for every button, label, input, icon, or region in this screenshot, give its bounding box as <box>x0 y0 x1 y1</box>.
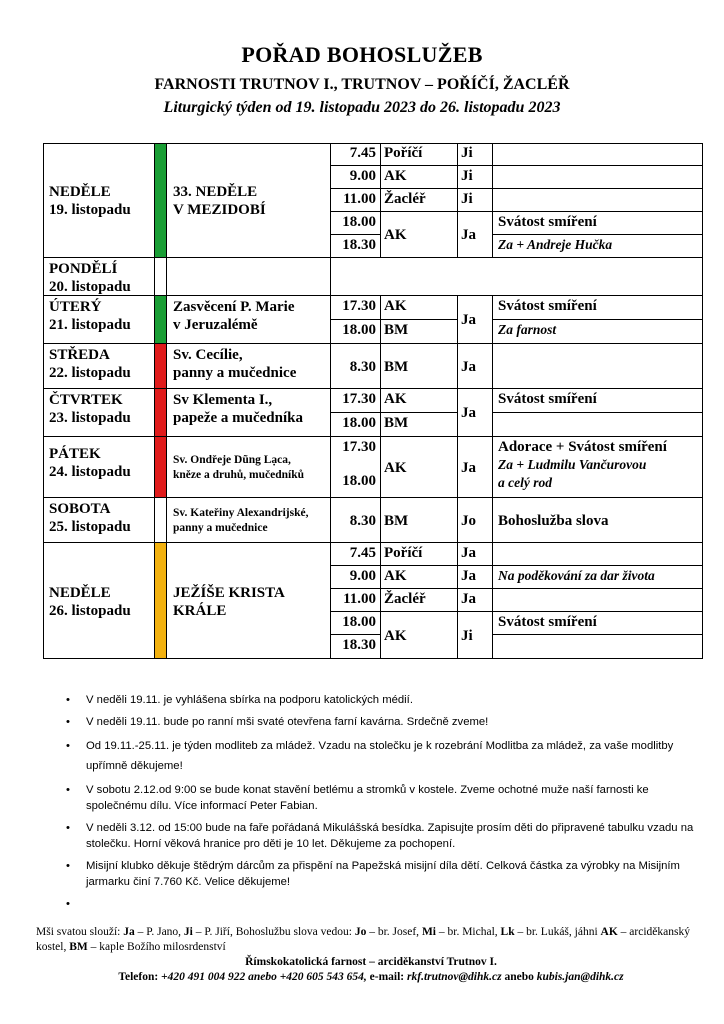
feast-line: KRÁLE <box>173 602 227 619</box>
celebrant-text: Ja <box>461 405 476 421</box>
service-note <box>493 189 703 212</box>
celebrant-text: Ja <box>461 227 476 243</box>
service-time: 18.30 <box>331 235 381 258</box>
mass-intention: a celý rod <box>498 475 552 490</box>
bullet-icon: • <box>66 716 70 728</box>
feast-line: v Jeruzalémě <box>173 317 258 333</box>
service-place: BM <box>381 320 458 344</box>
service-time: 18.30 <box>331 635 381 659</box>
color-cell <box>155 143 167 258</box>
announcement-item <box>66 858 706 890</box>
color-cell <box>155 389 167 437</box>
time-text: 8.30 <box>349 512 376 529</box>
service-note <box>493 589 703 612</box>
page-subtitle: FARNOSTI TRUTNOV I., TRUTNOV – POŘÍČÍ, ŽACLÉŘ <box>154 76 570 93</box>
feast-line: papeže a mučedníka <box>173 410 304 426</box>
service-time: 11.00 <box>331 589 381 612</box>
service-celebrant: Ji <box>458 166 493 189</box>
legend-abbr: Lk <box>500 926 515 938</box>
place-text: AK <box>384 627 407 644</box>
service-place: Poříčí <box>381 143 458 166</box>
feast-line: kněze a druhů, mučedníků <box>173 469 305 481</box>
bullet-icon: • <box>66 694 70 706</box>
service-place: AK <box>381 566 458 589</box>
service-note <box>493 344 703 389</box>
legend-text: – P. Jiří, Bohoslužbu slova vedou: <box>192 926 355 938</box>
service-place <box>381 612 458 659</box>
service-celebrant: Ji <box>458 189 493 212</box>
note-line: Adorace + Svátost smíření <box>498 439 667 455</box>
page-title: POŘAD BOHOSLUŽEB <box>241 42 483 67</box>
announcement-item <box>66 692 706 708</box>
service-place <box>381 498 458 543</box>
time-text: 18.00 <box>342 473 376 489</box>
day-date: 19. listopadu <box>49 202 131 218</box>
day-date: 23. listopadu <box>49 410 131 426</box>
day-name: ÚTERÝ <box>49 299 102 315</box>
time-text: 17.30 <box>342 439 376 455</box>
footer <box>36 925 706 985</box>
service-place <box>381 344 458 389</box>
email-separator: anebo <box>501 971 537 983</box>
service-celebrant <box>458 344 493 389</box>
day-name: NEDĚLE <box>49 184 111 200</box>
service-celebrant <box>458 296 493 344</box>
week-range: Liturgický týden od 19. listopadu 2023 do 26. listopadu 2023 <box>163 99 561 116</box>
legend-text: – br. Lukáš, jáhni <box>514 926 598 938</box>
color-cell <box>155 344 167 389</box>
day-cell <box>43 258 155 296</box>
day-date: 20. listopadu <box>49 279 131 295</box>
celebrant-text: Ja <box>461 312 476 328</box>
announcement-text: V sobotu 2.12.od 9:00 se bude konat stavění betlému a stromků v kostele. Zveme ochotné muže naší farnosti ke společnému dílu. Více informací Peter Fabian. <box>86 784 649 812</box>
service-note: Svátost smíření <box>493 296 703 320</box>
announcement-item <box>66 736 706 776</box>
legend-abbr: Mi <box>421 926 436 938</box>
announcement-item <box>66 820 706 852</box>
legend-abbr: AK <box>600 926 618 938</box>
announcements-list <box>66 692 706 910</box>
service-celebrant: Ja <box>458 566 493 589</box>
announcement-item <box>66 714 706 730</box>
feast-cell <box>167 543 331 659</box>
contact-label: Telefon: <box>118 971 162 983</box>
day-name: NEDĚLE <box>49 584 111 601</box>
feast-line: Zasvěcení P. Marie <box>173 299 295 315</box>
service-time: 9.00 <box>331 566 381 589</box>
day-date: 25. listopadu <box>49 519 131 535</box>
color-cell <box>155 296 167 344</box>
mass-intention: Za + Ludmilu Vančurovou <box>498 457 647 472</box>
feast-line: Sv. Cecílie, <box>173 347 243 363</box>
legend-intro: Mši svatou slouží: <box>36 926 121 938</box>
email-link[interactable]: kubis.jan@dihk.cz <box>536 971 624 983</box>
legend-text: – br. Michal, <box>436 926 501 938</box>
legend-abbr: BM <box>69 941 88 953</box>
color-cell <box>155 258 167 296</box>
service-celebrant <box>458 389 493 437</box>
service-celebrant: Ja <box>458 543 493 566</box>
day-name: ČTVRTEK <box>49 392 123 408</box>
day-cell <box>43 344 155 389</box>
service-place: Žacléř <box>381 189 458 212</box>
service-note: Svátost smíření <box>493 612 703 635</box>
service-note <box>493 143 703 166</box>
service-time: 7.45 <box>331 543 381 566</box>
feast-line: panny a mučednice <box>173 365 297 381</box>
legend-text: – br. Josef, <box>366 926 422 938</box>
service-time: 7.45 <box>331 143 381 166</box>
service-time: 18.00 <box>331 413 381 437</box>
legend-abbr: Jo <box>354 926 367 938</box>
feast-line: panny a mučednice <box>173 522 268 534</box>
legend-abbr: Ji <box>183 926 193 938</box>
legend-text: – kaple Božího milosrdenství <box>87 941 226 953</box>
day-cell <box>43 437 155 498</box>
day-cell <box>43 498 155 543</box>
note-text: Bohoslužba slova <box>498 512 609 529</box>
bullet-icon: • <box>66 740 70 752</box>
service-place: Poříčí <box>381 543 458 566</box>
service-note: Svátost smíření <box>493 389 703 413</box>
service-note <box>493 543 703 566</box>
celebrant-text: Ja <box>461 358 476 375</box>
feast-line: 33. NEDĚLE <box>173 184 258 200</box>
service-celebrant <box>458 612 493 659</box>
day-cell <box>43 143 155 258</box>
feast-cell <box>167 389 331 437</box>
day-name: SOBOTA <box>49 501 111 517</box>
feast-line: V MEZIDOBÍ <box>173 202 266 218</box>
service-time: 18.00 <box>331 320 381 344</box>
time-text: 8.30 <box>349 358 376 375</box>
day-date: 24. listopadu <box>49 464 131 480</box>
bullet-icon: • <box>66 784 70 796</box>
email-link[interactable]: rkf.trutnov@dihk.cz <box>407 971 502 983</box>
service-celebrant: Ji <box>458 143 493 166</box>
announcement-item <box>66 782 706 814</box>
color-cell <box>155 498 167 543</box>
feast-line: Sv. Kateřiny Alexandrijské, <box>173 507 309 519</box>
service-place: AK <box>381 166 458 189</box>
celebrant-text: Jo <box>461 512 476 529</box>
service-time: 17.30 <box>331 389 381 413</box>
bullet-icon: • <box>66 860 70 872</box>
color-cell <box>155 543 167 659</box>
service-time: 9.00 <box>331 166 381 189</box>
feast-line: JEŽÍŠE KRISTA <box>173 584 285 601</box>
celebrant-text: Ji <box>461 627 473 644</box>
celebrant-legend <box>36 925 706 955</box>
service-time: 11.00 <box>331 189 381 212</box>
day-name: STŘEDA <box>49 347 110 363</box>
place-text: BM <box>384 358 409 375</box>
service-celebrant <box>458 498 493 543</box>
service-celebrant: Ja <box>458 589 493 612</box>
place-text: AK <box>384 227 407 243</box>
service-time <box>331 498 381 543</box>
legend-abbr: Ja <box>123 926 135 938</box>
feast-cell <box>167 344 331 389</box>
empty-services-cell <box>331 258 703 296</box>
schedule-table <box>43 143 703 659</box>
place-text: BM <box>384 512 409 529</box>
bullet-icon: • <box>66 822 70 834</box>
service-time <box>331 344 381 389</box>
contact-line <box>36 970 706 985</box>
service-place: Žacléř <box>381 589 458 612</box>
feast-line: Sv Klementa I., <box>173 392 273 408</box>
day-date: 22. listopadu <box>49 365 131 381</box>
day-name: PONDĚLÍ <box>49 261 118 277</box>
mass-intention: Na poděkování za dar života <box>493 566 703 589</box>
service-note <box>493 437 703 498</box>
service-celebrant <box>458 437 493 498</box>
service-note <box>493 413 703 437</box>
day-cell <box>43 543 155 659</box>
celebrant-text: Ja <box>461 459 476 476</box>
announcement-text: Misijní klubko děkuje štědrým dárcům za přispění na Papežská misijní díla dětí. Celková částka za výrobky na Misijním jarmarku činí 7.760 Kč. Velice děkujeme! <box>86 860 680 888</box>
parish-name: Římskokatolická farnost – arciděkanství Trutnov I. <box>245 956 497 968</box>
phone-numbers: +420 491 004 922 anebo +420 605 543 654, <box>161 971 367 983</box>
email-label: e-mail: <box>366 971 408 983</box>
service-note <box>493 635 703 659</box>
announcement-text: V neděli 3.12. od 15:00 bude na faře pořádaná Mikulášská besídka. Zapisujte prosím děti do připravené tabulku vzadu na stolečku. Horní věková hranice pro děti je 10 let. Děkujeme za pochopení. <box>86 822 694 850</box>
service-note <box>493 166 703 189</box>
service-place <box>381 212 458 258</box>
feast-cell <box>167 498 331 543</box>
day-name: PÁTEK <box>49 446 101 462</box>
feast-cell <box>167 258 331 296</box>
day-date: 21. listopadu <box>49 317 131 333</box>
service-time <box>331 437 381 498</box>
mass-intention: Za farnost <box>493 320 703 344</box>
bullet-icon: • <box>66 898 70 910</box>
announcement-text: Od 19.11.-25.11. je týden modliteb za mládež. Vzadu na stolečku je k rozebrání Modlitba za mládež, za vaše modlitby upřímně děkujeme! <box>86 740 674 772</box>
feast-cell <box>167 143 331 258</box>
mass-intention: Za + Andreje Hučka <box>493 235 703 258</box>
service-place: BM <box>381 413 458 437</box>
service-time: 18.00 <box>331 212 381 235</box>
feast-cell <box>167 296 331 344</box>
place-text: AK <box>384 459 407 476</box>
announcement-text: V neděli 19.11. je vyhlášena sbírka na podporu katolických médií. <box>86 694 413 706</box>
service-place: AK <box>381 389 458 413</box>
day-date: 26. listopadu <box>49 602 131 619</box>
feast-cell <box>167 437 331 498</box>
legend-text: – arciděkanský kostel, <box>36 926 690 953</box>
service-celebrant <box>458 212 493 258</box>
legend-text: – P. Jano, <box>134 926 184 938</box>
service-place: AK <box>381 296 458 320</box>
service-time: 18.00 <box>331 612 381 635</box>
day-cell <box>43 296 155 344</box>
service-note <box>493 498 703 543</box>
service-place <box>381 437 458 498</box>
announcement-text: V neděli 19.11. bude po ranní mši svaté otevřena farní kavárna. Srdečně zveme! <box>86 716 489 728</box>
service-time: 17.30 <box>331 296 381 320</box>
service-note: Svátost smíření <box>493 212 703 235</box>
day-cell <box>43 389 155 437</box>
color-cell <box>155 437 167 498</box>
feast-line: Sv. Ondřeje Dũng Lạca, <box>173 454 291 466</box>
